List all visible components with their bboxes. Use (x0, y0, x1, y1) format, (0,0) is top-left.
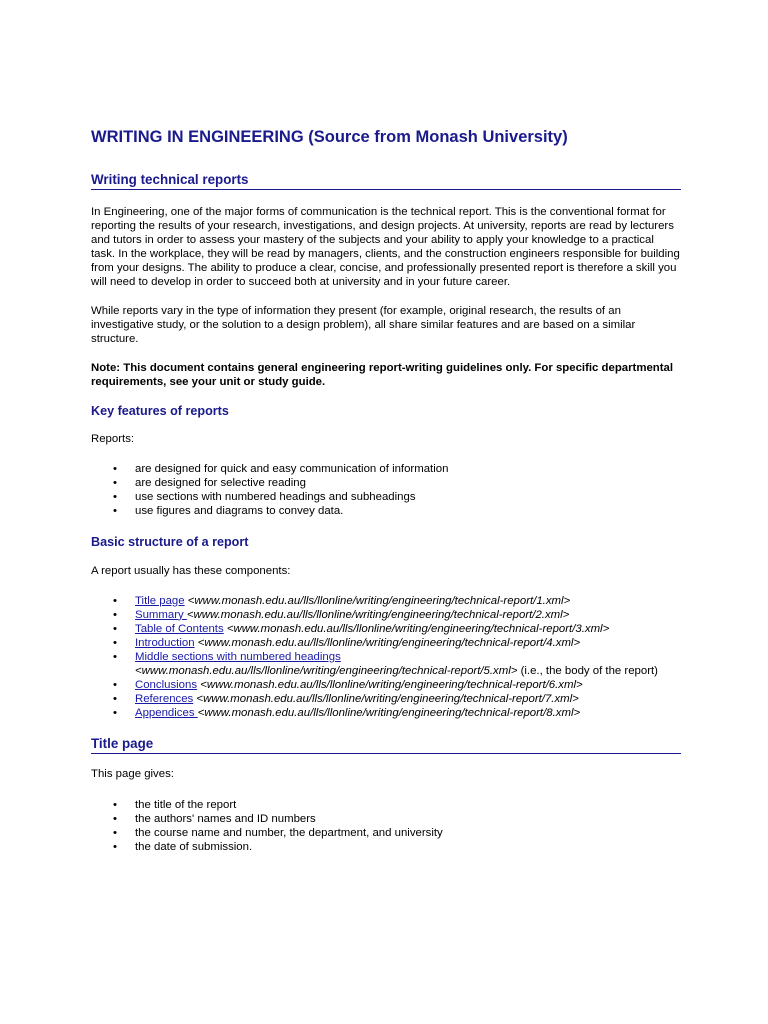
section-heading-title-page: Title page (91, 735, 681, 754)
link-conclusions[interactable]: Conclusions (135, 679, 198, 692)
list-item: • the date of submission. (113, 840, 253, 853)
bullet-icon: • (113, 650, 117, 663)
link-appendices[interactable]: Appendices (135, 707, 198, 720)
list-item-table-of-contents (91, 622, 681, 636)
url-text: <www.monash.edu.au/lls/llonline/writing/engineering/technical-report/6.xml> (197, 679, 583, 692)
url-text: <www.monash.edu.au/lls/llonline/writing/engineering/technical-report/4.xml> (194, 636, 581, 649)
list-item: • are designed for selective reading (113, 477, 306, 490)
bullet-icon: • (113, 636, 117, 649)
list-item: • use sections with numbered headings and subheadings (113, 491, 416, 504)
url-text: <www.monash.edu.au/lls/llonline/writing/engineering/technical-report/7.xml> (193, 693, 579, 706)
list-item: • the course name and number, the department, and university (113, 826, 443, 839)
bullet-icon: • (113, 622, 117, 635)
list-item: • the title of the report (113, 798, 237, 811)
list-item-title-page (91, 594, 681, 608)
bullet-icon: • (113, 477, 117, 490)
title-page-intro: This page gives: (91, 768, 174, 781)
report-components-list (91, 594, 681, 721)
paragraph-intro: In Engineering, one of the major forms of communication is the technical report. This is the conventional format for reporting the results of your research, investigations, and design projects. At university, reports are read by lecturers and tutors in order to assess your mastery of the subjects and your ability to apply your knowledge to a practical task. In the workplace, they will be read by managers, clients, and the construction engineers responsible for building from your designs. The ability to produce a clear, concise, and professionally presented report is therefore a skill you will need to develop in order to succeed both at university and in your future career. (91, 206, 680, 289)
link-references[interactable]: References (135, 693, 194, 706)
section-heading-key-features: Key features of reports (91, 404, 229, 419)
list-item-middle-sections (91, 650, 681, 678)
list-item: • the authors' names and ID numbers (113, 812, 316, 825)
bullet-icon: • (113, 826, 117, 839)
link-middle-sections[interactable]: Middle sections with numbered headings (135, 650, 341, 663)
body-note: (i.e., the body of the report) (517, 665, 658, 678)
list-item-references (91, 692, 681, 706)
url-text: <www.monash.edu.au/lls/llonline/writing/engineering/technical-report/2.xml> (186, 608, 570, 621)
bullet-icon: • (113, 798, 117, 811)
bullet-icon: • (113, 505, 117, 518)
list-item-introduction (91, 636, 681, 650)
bullet-icon: • (113, 840, 117, 853)
section-heading-basic-structure: Basic structure of a report (91, 534, 249, 549)
basic-structure-intro: A report usually has these components: (91, 564, 291, 577)
link-title-page[interactable]: Title page (135, 594, 185, 607)
bullet-icon: • (113, 463, 117, 476)
title-page-list (91, 798, 681, 854)
bullet-icon: • (113, 693, 117, 706)
bullet-icon: • (113, 707, 117, 720)
bullet-icon: • (113, 594, 117, 607)
list-item: • use figures and diagrams to convey data. (113, 505, 344, 518)
bullet-icon: • (113, 491, 117, 504)
key-features-intro: Reports: (91, 433, 135, 446)
bullet-icon: • (113, 812, 117, 825)
url-text: <www.monash.edu.au/lls/llonline/writing/engineering/technical-report/3.xml> (223, 622, 610, 635)
bullet-icon: • (113, 608, 117, 621)
link-introduction[interactable]: Introduction (135, 636, 195, 649)
url-text: <www.monash.edu.au/lls/llonline/writing/engineering/technical-report/1.xml> (184, 594, 571, 607)
paragraph-report-variety: While reports vary in the type of information they present (for example, original research, the results of an investigative study, or the solution to a design problem), all share similar features and are based on a similar structure. (91, 304, 636, 345)
list-item-summary (91, 608, 681, 622)
list-item-conclusions (91, 678, 681, 692)
link-table-of-contents[interactable]: Table of Contents (135, 622, 224, 635)
document-title: WRITING IN ENGINEERING (Source from Monash University) (91, 128, 568, 146)
bullet-icon: • (113, 679, 117, 692)
document-content (91, 126, 681, 854)
list-item: • are designed for quick and easy communication of information (113, 463, 449, 476)
url-text: <www.monash.edu.au/lls/llonline/writing/engineering/technical-report/8.xml> (197, 707, 581, 720)
section-heading-writing-technical-reports: Writing technical reports (91, 171, 681, 190)
note-paragraph: Note: This document contains general engineering report-writing guidelines only. For specific departmental requirements, see your unit or study guide. (91, 361, 674, 388)
link-summary[interactable]: Summary (135, 608, 187, 621)
url-text: <www.monash.edu.au/lls/llonline/writing/engineering/technical-report/5.xml> (135, 665, 518, 678)
list-item-appendices (91, 706, 681, 720)
key-features-list (91, 462, 681, 518)
